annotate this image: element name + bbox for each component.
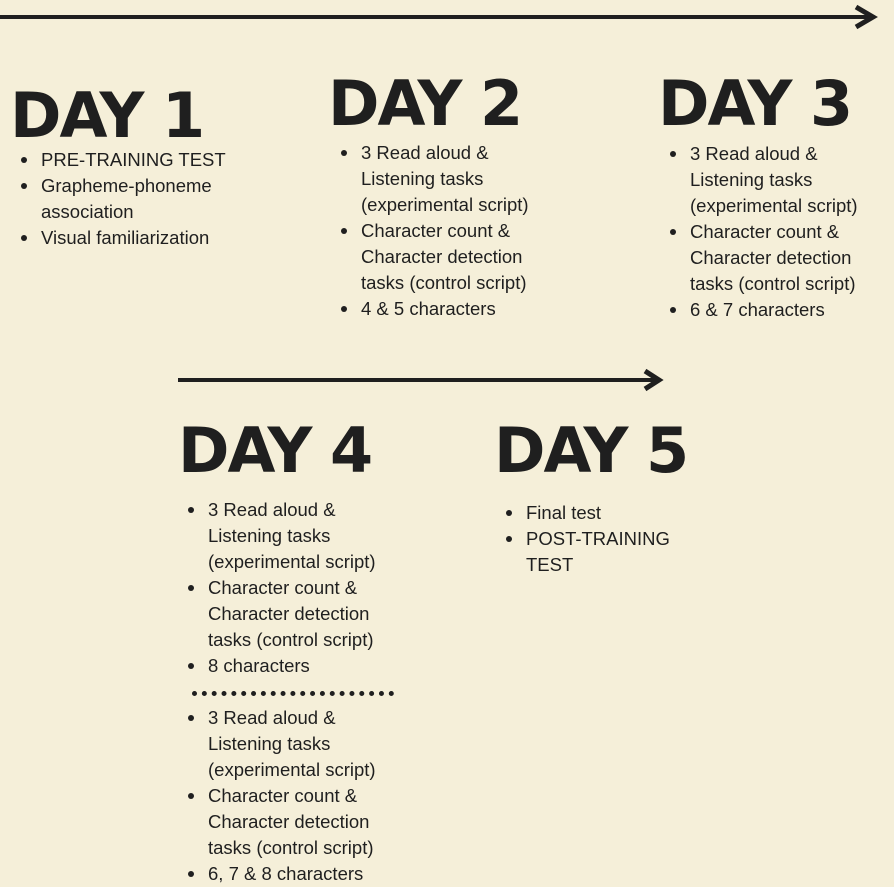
timeline-arrow-top [0,4,894,30]
day-3-list [665,141,880,323]
list-item: Character count & Character detection tasks (control script) [336,218,551,296]
dotted-separator [192,691,394,696]
list-item: 3 Read aloud & Listening tasks (experimental script) [183,497,398,575]
day-2-list [336,140,551,322]
timeline-arrow-bottom [178,367,668,393]
list-item: 6 & 7 characters [665,297,880,323]
list-item: Character count & Character detection tasks (control script) [183,783,398,861]
day-3-title: DAY 3 [658,67,852,140]
list-item: Character count & Character detection tasks (control script) [183,575,398,653]
list-item: 4 & 5 characters [336,296,551,322]
list-item: Grapheme-phoneme association [16,173,241,225]
day-5-title: DAY 5 [494,414,688,487]
day-4-list-second [183,705,398,887]
list-item: 6, 7 & 8 characters [183,861,398,887]
list-item: Final test [501,500,701,526]
list-item: Visual familiarization [16,225,276,251]
day-2-title: DAY 2 [328,67,522,140]
list-item: POST-TRAINING TEST [501,526,686,578]
day-4-title: DAY 4 [178,414,372,487]
day-5-list [501,500,701,578]
list-item: PRE-TRAINING TEST [16,147,276,173]
day-4-list-first [183,497,398,679]
list-item: Character count & Character detection tasks (control script) [665,219,880,297]
list-item: 8 characters [183,653,398,679]
day-1-title: DAY 1 [10,79,204,152]
list-item: 3 Read aloud & Listening tasks (experimental script) [665,141,880,219]
day-1-list [16,147,276,251]
list-item: 3 Read aloud & Listening tasks (experimental script) [183,705,398,783]
list-item: 3 Read aloud & Listening tasks (experimental script) [336,140,551,218]
